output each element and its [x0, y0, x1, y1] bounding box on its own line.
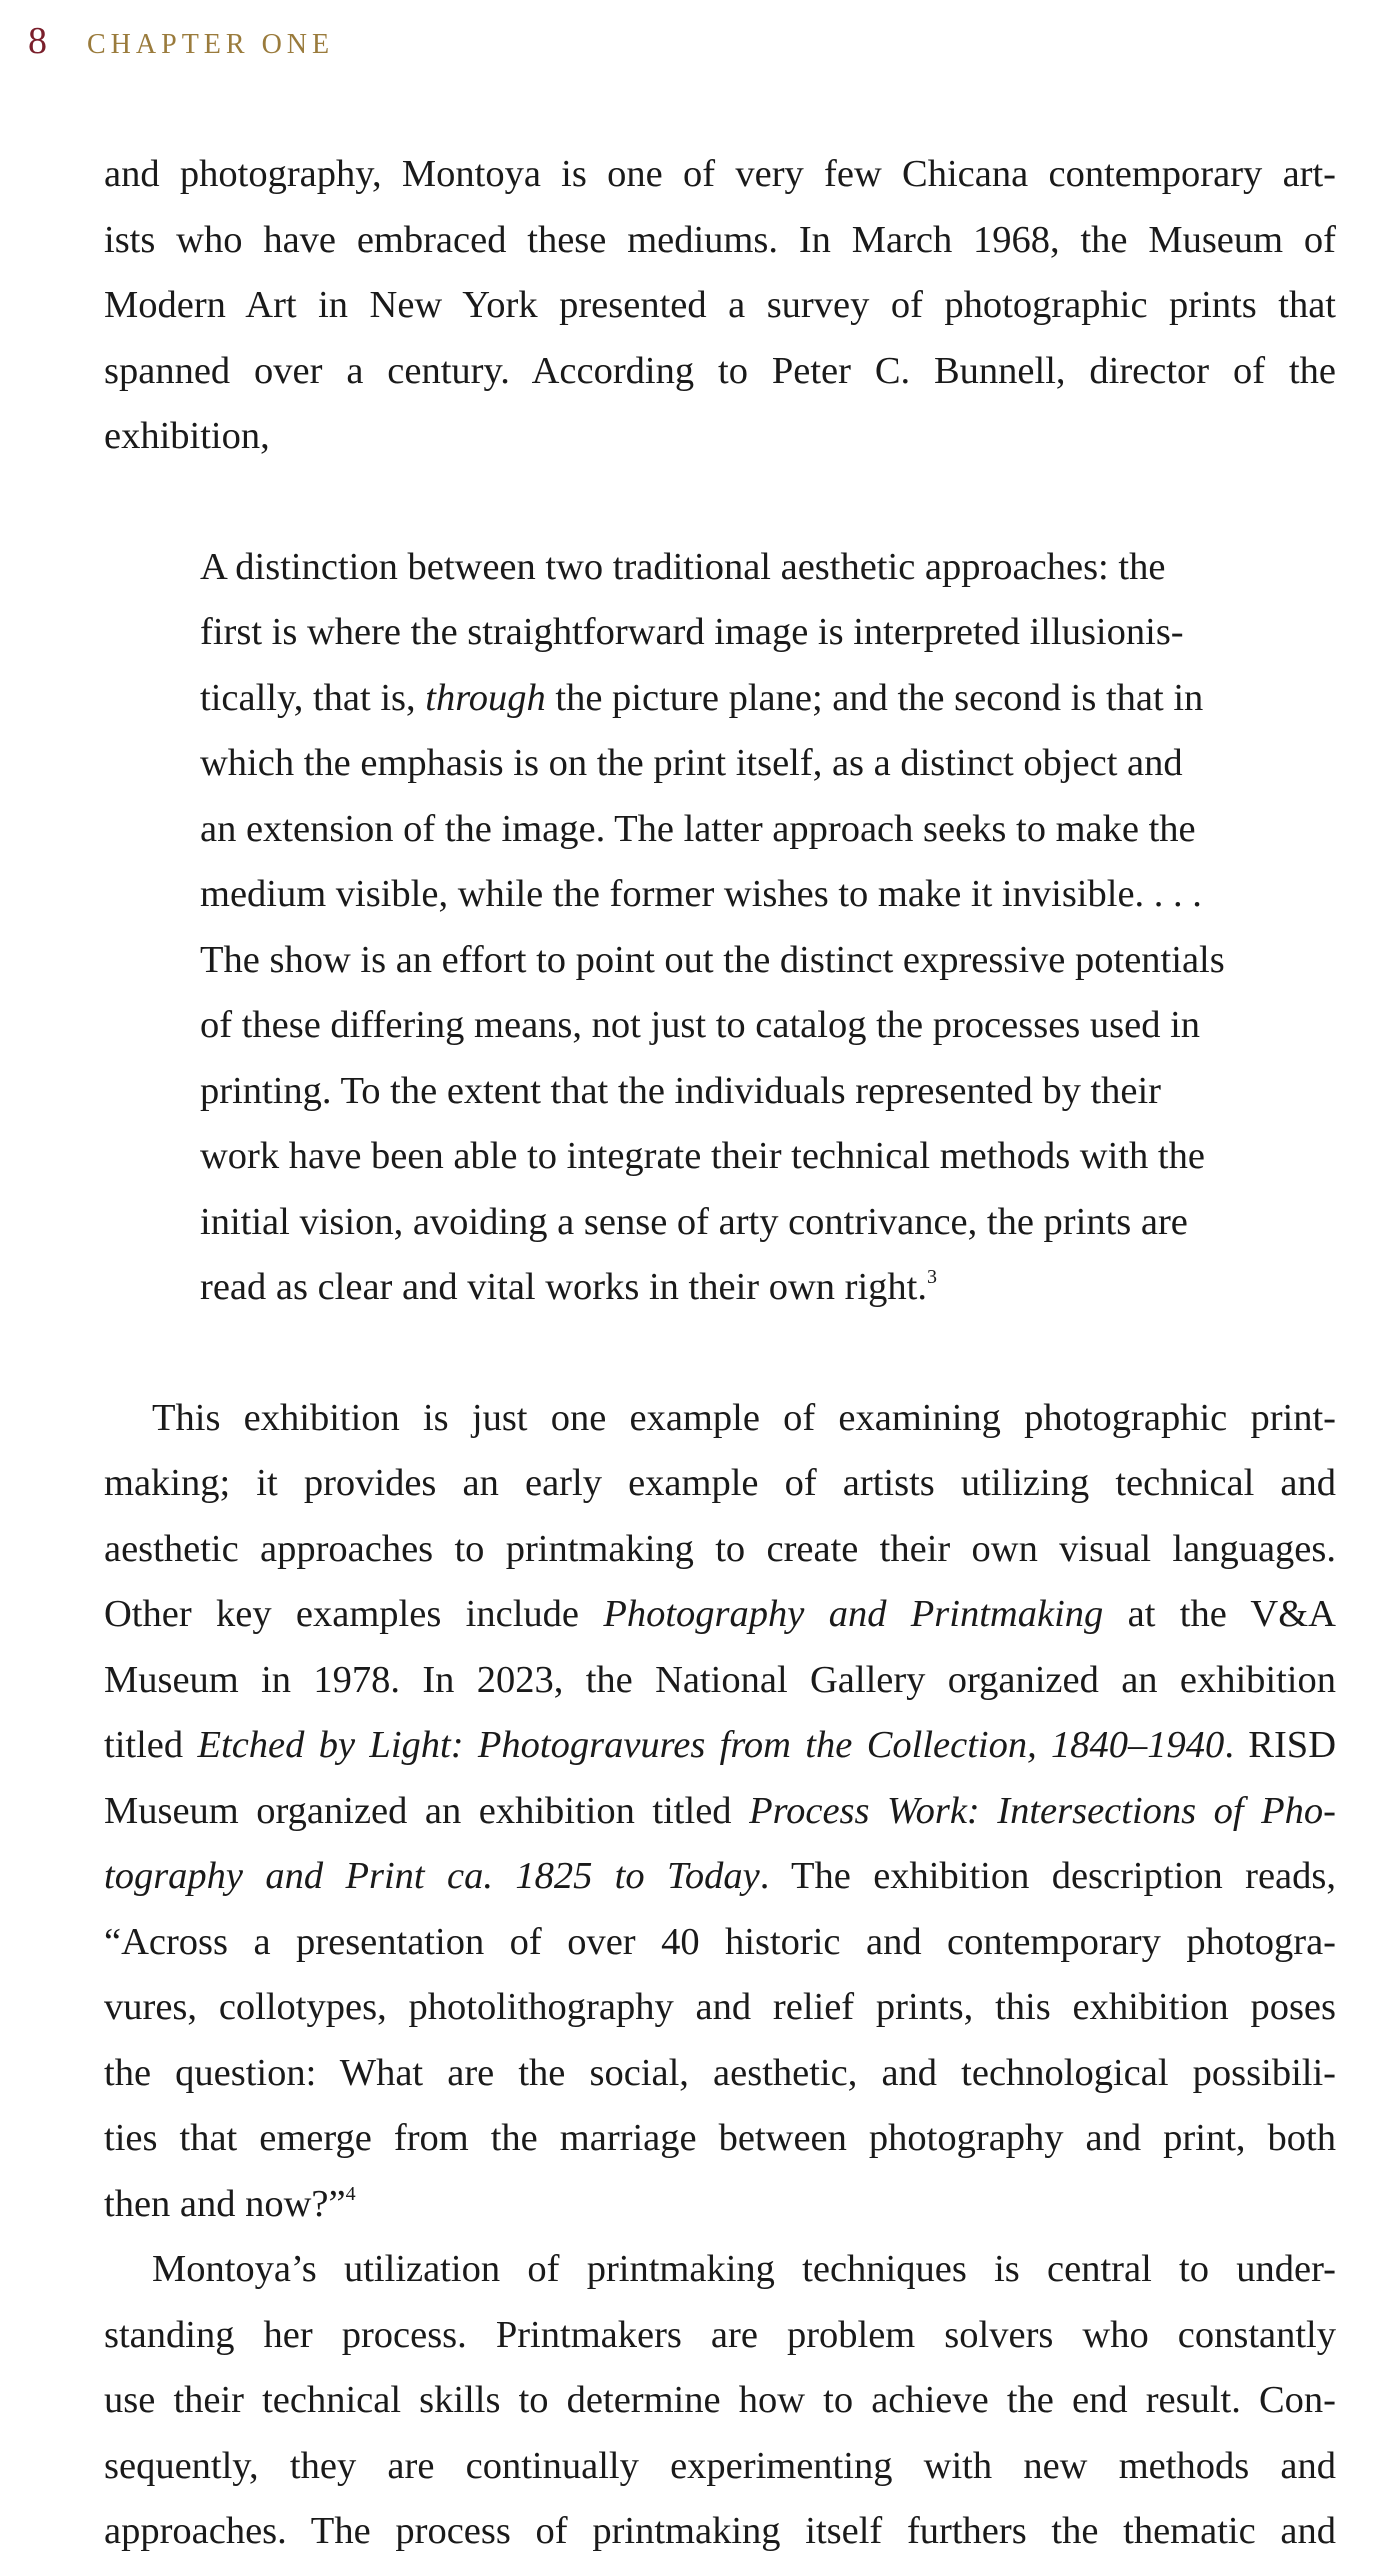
- exhibition-title: Process Work: Intersections of Pho-: [749, 1789, 1336, 1832]
- paragraph-2: [104, 1386, 1336, 2238]
- text-line: Modern Art in New York presented a survey of photographic prints that: [104, 284, 1336, 326]
- paragraph-1: [104, 142, 1336, 470]
- text-line: use their technical skills to determine how to achieve the end result. Con-: [104, 2379, 1336, 2421]
- text-run: Other key examples include: [104, 1593, 604, 1635]
- quote-line: [200, 666, 1308, 732]
- text-run: . RISD: [1224, 1724, 1337, 1766]
- text-line: [104, 1779, 1336, 1845]
- footnote-marker[interactable]: 4: [345, 2182, 356, 2205]
- text-line: ties that emerge from the marriage between photography and print, both: [104, 2117, 1336, 2159]
- text-run: titled: [104, 1724, 198, 1766]
- text-run: . The exhibition description reads,: [759, 1855, 1336, 1897]
- quote-text: tically, that is,: [200, 676, 426, 719]
- text-line: vures, collotypes, photolithography and relief prints, this exhibition poses: [104, 1986, 1336, 2028]
- quote-line: medium visible, while the former wishes to make it invisible. . . .: [200, 873, 1202, 915]
- text-line: [104, 1713, 1336, 1779]
- text-run: then and now?”: [104, 2182, 346, 2225]
- paragraph-3: [104, 2237, 1336, 2565]
- text-line: aesthetic approaches to printmaking to create their own visual languages.: [104, 1527, 1336, 1570]
- quote-emphasis: through: [425, 676, 546, 719]
- exhibition-title: Etched by Light: Photogravures from the Collection, 1840–1940: [197, 1724, 1225, 1766]
- block-quote: [200, 535, 1308, 1321]
- text-run: Museum organized an exhibition titled: [104, 1789, 750, 1832]
- text-line: spanned over a century. According to Peter C. Bunnell, director of the: [104, 349, 1336, 392]
- running-head: [28, 22, 1360, 62]
- quote-line: A distinction between two traditional aesthetic approaches: the: [200, 545, 1166, 588]
- chapter-title: CHAPTER ONE: [87, 29, 335, 60]
- footnote-marker[interactable]: 3: [927, 1266, 937, 1288]
- text-line: Montoya’s utilization of printmaking techniques is central to under-: [152, 2248, 1336, 2290]
- quote-line: [200, 1255, 1308, 1321]
- quote-line: work have been able to integrate their technical methods with the: [200, 1135, 1205, 1177]
- quote-line: which the emphasis is on the print itself, as a distinct object and: [200, 742, 1183, 784]
- quote-line: printing. To the extent that the individuals represented by their: [200, 1069, 1161, 1112]
- text-line: [104, 1844, 1336, 1910]
- text-line: the question: What are the social, aesthetic, and technological possibili-: [104, 2051, 1336, 2094]
- body-text: [104, 142, 1336, 2565]
- text-line: exhibition,: [104, 415, 270, 457]
- exhibition-title: Photography and Printmaking: [603, 1593, 1104, 1635]
- text-line: sequently, they are continually experimenting with new methods and: [104, 2444, 1336, 2487]
- text-line: approaches. The process of printmaking itself furthers the thematic and: [104, 2510, 1336, 2552]
- text-line: Museum in 1978. In 2023, the National Gallery organized an exhibition: [104, 1658, 1336, 1701]
- text-line: and photography, Montoya is one of very few Chicana contemporary art-: [104, 153, 1336, 195]
- quote-line: The show is an effort to point out the distinct expressive potentials: [200, 938, 1225, 981]
- text-line: [104, 1582, 1336, 1648]
- text-line: “Across a presentation of over 40 historic and contemporary photogra-: [104, 1920, 1336, 1963]
- page-number: 8: [28, 20, 47, 62]
- text-line: ists who have embraced these mediums. In March 1968, the Museum of: [104, 218, 1336, 261]
- text-line: standing her process. Printmakers are problem solvers who constantly: [104, 2313, 1336, 2356]
- exhibition-title: tography and Print ca. 1825 to Today: [104, 1855, 760, 1897]
- quote-line: an extension of the image. The latter approach seeks to make the: [200, 807, 1196, 850]
- quote-line: first is where the straightforward image is interpreted illusionis-: [200, 611, 1184, 653]
- quote-text: the picture plane; and the second is that in: [545, 676, 1204, 719]
- text-line: [104, 2172, 1336, 2238]
- quote-line: of these differing means, not just to catalog the processes used in: [200, 1004, 1201, 1046]
- quote-text: read as clear and vital works in their own right.: [200, 1266, 927, 1308]
- quote-line: initial vision, avoiding a sense of arty contrivance, the prints are: [200, 1200, 1188, 1243]
- text-line: This exhibition is just one example of examining photographic print-: [152, 1396, 1336, 1439]
- text-line: making; it provides an early example of artists utilizing technical and: [104, 1462, 1336, 1504]
- text-run: at the V&A: [1103, 1593, 1336, 1635]
